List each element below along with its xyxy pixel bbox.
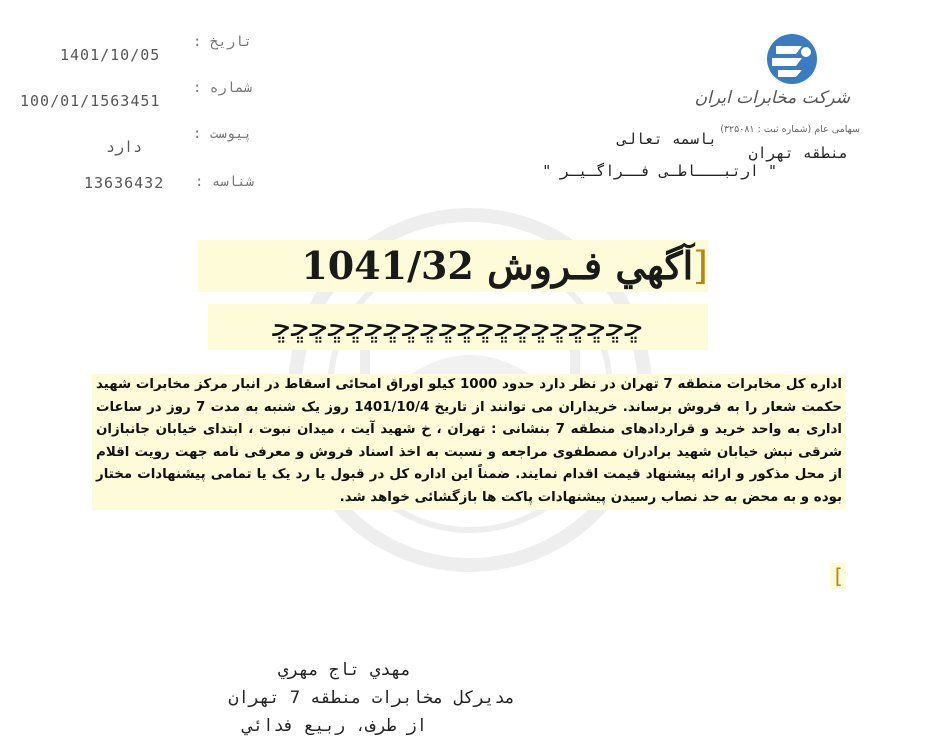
company-registration: سهامی عام (شماره ثبت : ۳۲۵۰۸۱) — [720, 124, 860, 135]
date-value: 1401/10/05 — [60, 46, 161, 64]
id-label: شناسه : — [194, 174, 254, 190]
notice-title-text: آگهي فـروش 1041/32 — [301, 243, 694, 288]
number-label: شماره : — [192, 80, 252, 96]
notice-body-box — [92, 374, 846, 510]
id-value: 13636432 — [84, 174, 165, 192]
company-name: شرکت مخابرات ایران — [694, 88, 850, 108]
notice-title — [301, 240, 708, 292]
number-value: 100/01/1563451 — [20, 92, 161, 110]
signatory-position: مديركل مخابرات منطقه 7 تهران — [228, 688, 515, 708]
telecom-logo-icon — [760, 32, 824, 86]
region-text: منطقه تهران — [748, 144, 848, 162]
ornament-box — [208, 304, 708, 350]
date-label: تاریخ : — [192, 34, 252, 50]
invocation-text: باسمه تعالی — [617, 130, 717, 148]
title-bracket: [ — [693, 244, 708, 288]
signatory-on-behalf: از طرف، ربيع فدائي — [242, 716, 427, 736]
attachment-value: دارد — [106, 138, 143, 156]
end-bracket: [ — [831, 564, 845, 588]
notice-title-box — [198, 240, 708, 292]
attachment-label: پیوست : — [192, 126, 252, 142]
signatory-name: مهدي تاج مهري — [277, 660, 411, 680]
ornament-border: ﮀﮀﮀﮀﮀﮀﮀﮀﮀﮀﮀﮀﮀﮀﮀﮀﮀﮀﮀﮀ — [272, 309, 644, 344]
slogan-text: " ارتبـــاطـی فــراگـیـر " — [542, 162, 777, 180]
notice-body: اداره کل مخابرات منطقه 7 تهران در نظر دارد حدود 1000 کیلو اوراق امحائی اسقاط در انبار مرکز مخابرات شهید حکمت شعار را به فروش برساند. خریداران می توانند از تاریخ 1401/10/4 روز یک شنبه به مدت 7 روز در ساعات اداری به واحد خرید و قراردادهای منطقه 7 بنشانی : تهران ، خ شهید آیت ، میدان نبوت ، ابتدای خیابان جانبازان شرقی نبش خیابان شهید برادران مصطفوی مراجعه و نسبت به اخذ اسناد فروش و معرفی نامه جهت رویت اقلام از محل مذکور و ارائه پیشنهاد قیمت اقدام نمایند. ضمناً این اداره کل در قبول یا رد یک یا تمامی پیشنهادات مختار بوده و به محض به حد نصاب رسیدن پیشنهادات پاکت ها بازگشائی خواهد شد. — [96, 377, 842, 505]
